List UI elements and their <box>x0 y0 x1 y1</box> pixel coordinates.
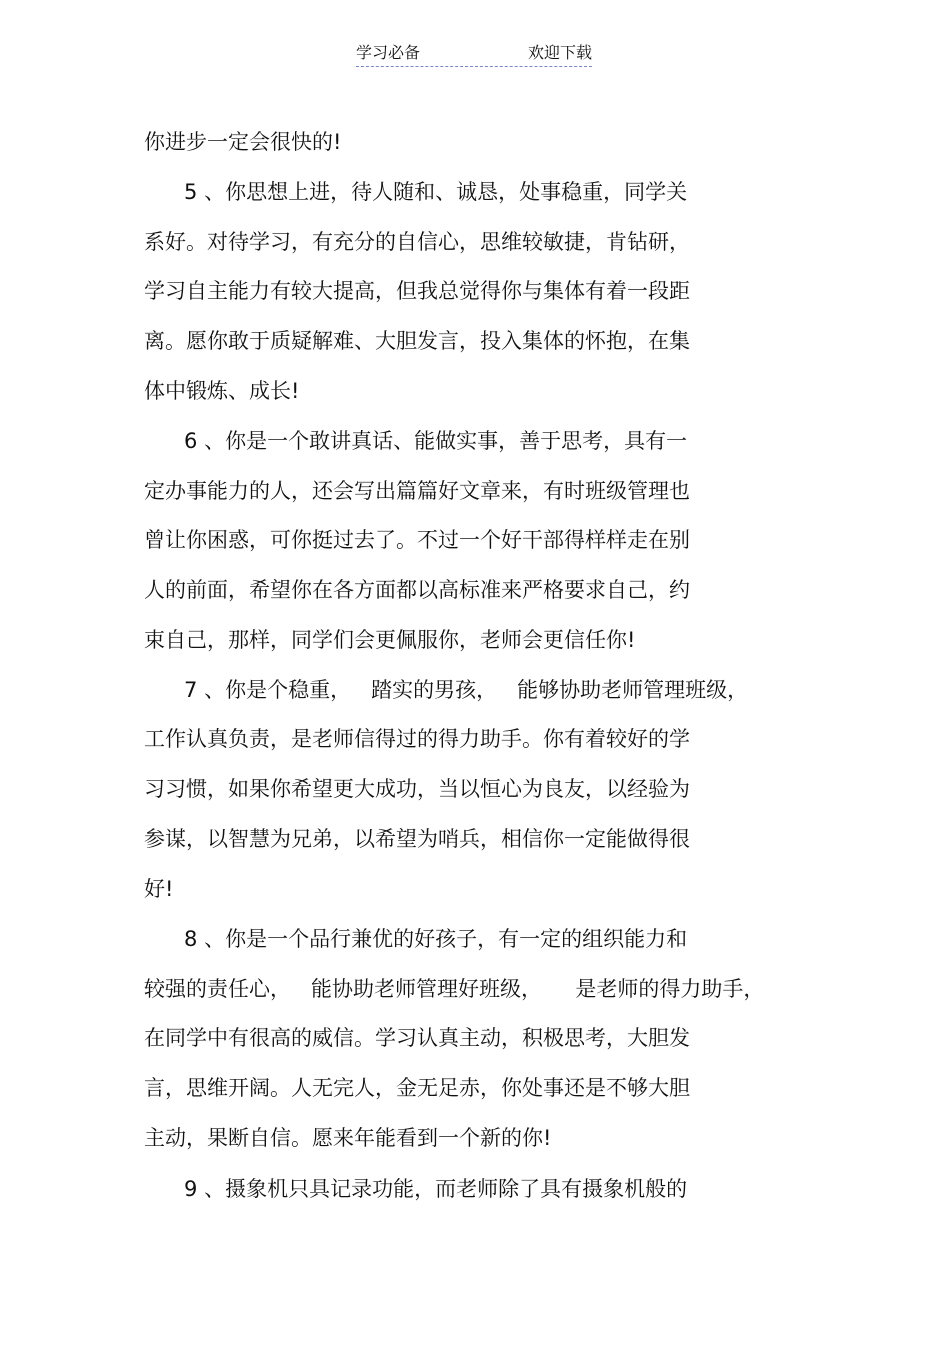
text-line: 曾让你困惑，可你挺过去了。不过一个好干部得样样走在别 <box>144 528 690 552</box>
text-line: 系好。对待学习，有充分的自信心，思维较敏捷，肯钻研， <box>144 230 690 254</box>
text-line: 言，思维开阔。人无完人，金无足赤，你处事还是不够大胆 <box>144 1076 690 1100</box>
text-line: 5 、你思想上进，待人随和、诚恳，处事稳重，同学关 <box>144 180 688 204</box>
text-line: 好! <box>144 877 174 901</box>
text-line: 主动，果断自信。愿来年能看到一个新的你! <box>144 1126 552 1150</box>
text-line: 定办事能力的人，还会写出篇篇好文章来，有时班级管理也 <box>144 479 690 503</box>
text-line: 离。愿你敢于质疑解难、大胆发言，投入集体的怀抱，在集 <box>144 329 690 353</box>
text-line: 7 、你是个稳重， 踏实的男孩， 能够协助老师管理班级， <box>144 678 749 702</box>
text-line: 束自己，那样，同学们会更佩服你，老师会更信任你! <box>144 628 636 652</box>
text-line: 学习自主能力有较大提高，但我总觉得你与集体有着一段距 <box>144 279 690 303</box>
text-line: 在同学中有很高的威信。学习认真主动，积极思考，大胆发 <box>144 1026 690 1050</box>
text-line: 6 、你是一个敢讲真话、能做实事，善于思考，具有一 <box>144 429 688 453</box>
text-line: 你进步一定会很快的! <box>144 130 342 154</box>
header-right-text: 欢迎下载 <box>527 43 592 62</box>
text-line: 9 、摄象机只具记录功能，而老师除了具有摄象机般的 <box>144 1177 688 1201</box>
header-left-text: 学习必备 <box>356 43 421 62</box>
text-line: 参谋，以智慧为兄弟，以希望为哨兵，相信你一定能做得很 <box>144 827 690 851</box>
text-line: 习习惯，如果你希望更大成功，当以恒心为良友，以经验为 <box>144 777 690 801</box>
page-header <box>356 42 592 67</box>
text-line: 人的前面，希望你在各方面都以高标准来严格要求自己，约 <box>144 578 690 602</box>
text-line: 8 、你是一个品行兼优的好孩子，有一定的组织能力和 <box>144 927 688 951</box>
text-line: 较强的责任心， 能协助老师管理好班级， 是老师的得力助手， <box>144 977 765 1001</box>
text-line: 体中锻炼、成长! <box>144 379 300 403</box>
text-line: 工作认真负责，是老师信得过的得力助手。你有着较好的学 <box>144 727 690 751</box>
